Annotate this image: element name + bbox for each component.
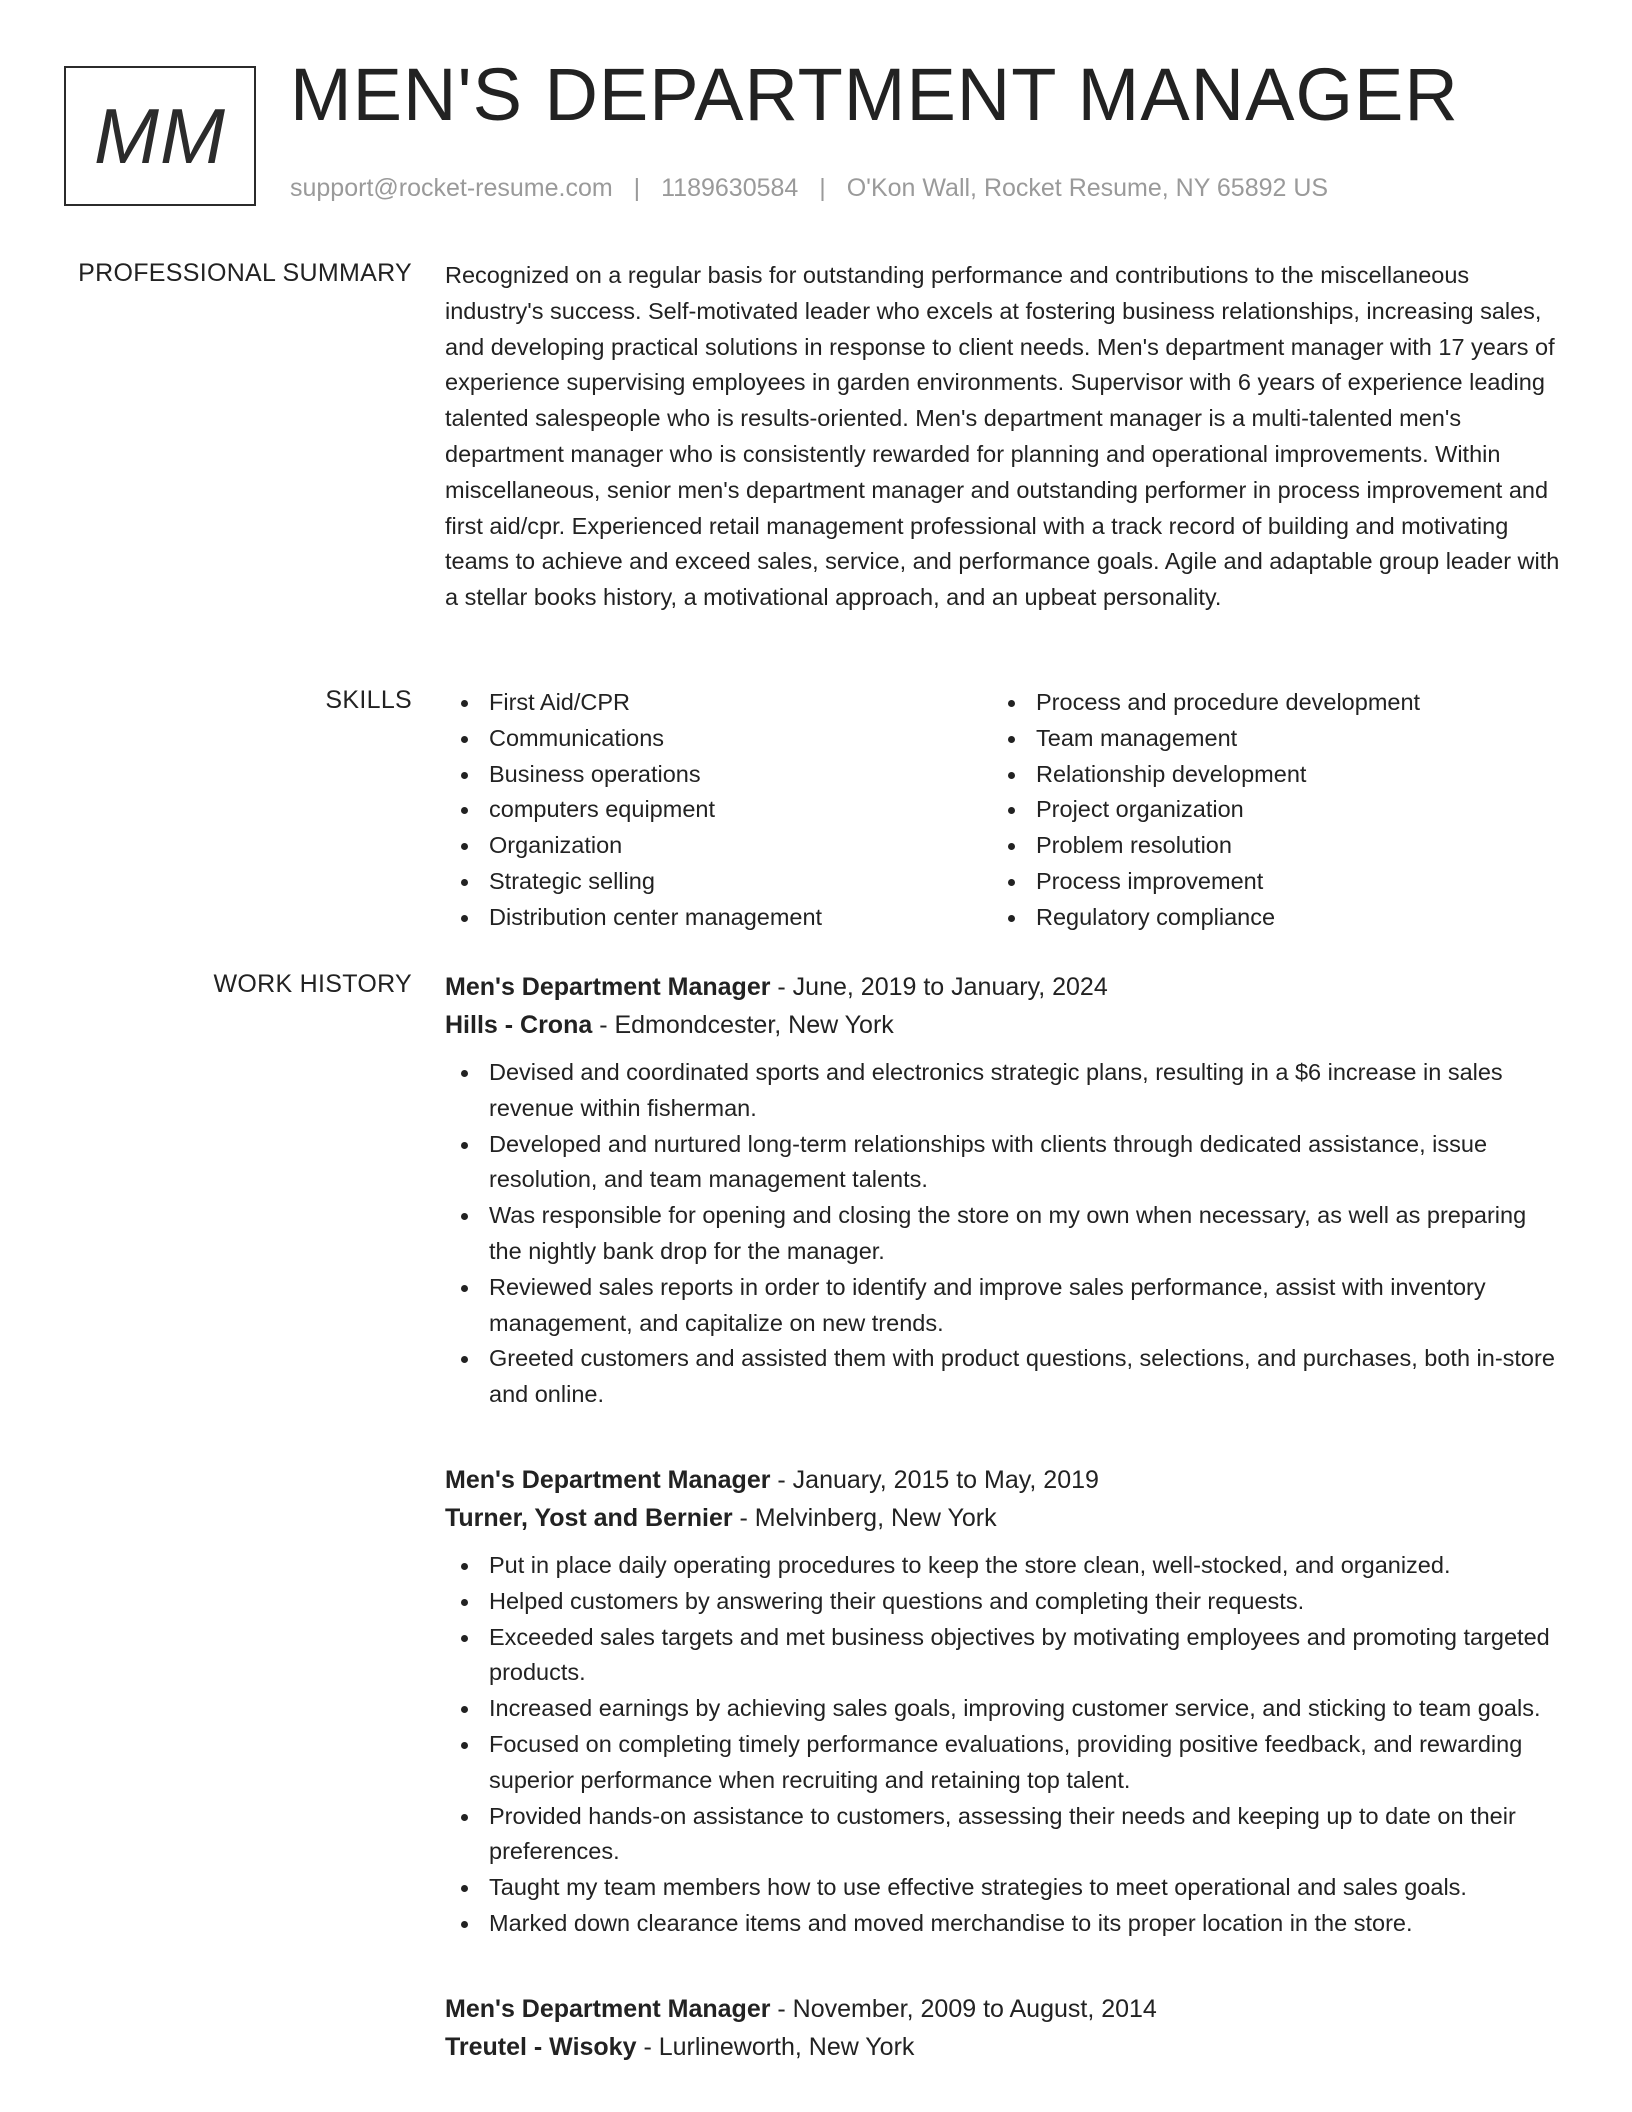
resume-title: MEN'S DEPARTMENT MANAGER [290,53,1459,136]
skill-item: Process improvement [992,864,1539,900]
job-bullet: Exceeded sales targets and met business objectives by motivating employees and promoting targeted products. [445,1620,1560,1692]
job-location: - Lurlineworth, New York [636,2032,915,2061]
job-title: Men's Department Manager [445,1465,771,1494]
job-title-line [445,1461,1560,1499]
job-bullet: Marked down clearance items and moved merchandise to its proper location in the store. [445,1906,1560,1942]
job-title: Men's Department Manager [445,973,771,1001]
job-bullet: Reviewed sales reports in order to identify and improve sales performance, assist with inventory management, and capitalize on new trends. [445,1270,1560,1342]
contact-address: O'Kon Wall, Rocket Resume, NY 65892 US [846,174,1329,202]
contact-separator: | [819,174,826,202]
job-location: - Edmondcester, New York [592,1011,894,1039]
work-history-heading: WORK HISTORY [213,970,412,998]
skill-item: Communications [445,721,992,757]
contact-email[interactable]: support@rocket-resume.com [290,174,613,202]
skill-item: computers equipment [445,792,992,828]
skill-item: Problem resolution [992,828,1539,864]
job-bullet: Devised and coordinated sports and electronics strategic plans, resulting in a $6 increase in sales revenue within fisherman. [445,1055,1560,1127]
job-company: Turner, Yost and Bernier [445,1503,733,1532]
work-history-section [445,968,1560,2077]
job-bullet: Greeted customers and assisted them with product questions, selections, and purchases, both in-store and online. [445,1341,1560,1413]
skill-item: First Aid/CPR [445,685,992,721]
job-bullet: Focused on completing timely performance evaluations, providing positive feedback, and rewarding superior performance when recruiting and retaining top talent. [445,1727,1560,1799]
contact-phone[interactable]: 1189630584 [661,174,799,202]
job-bullet: Put in place daily operating procedures to keep the store clean, well-stocked, and organized. [445,1548,1560,1584]
skill-item: Relationship development [992,757,1539,793]
contact-line [290,174,1328,203]
skills-list-right [992,685,1539,936]
job-bullet-list [445,1548,1560,1942]
skills-grid [445,685,1560,936]
job-entry [445,1990,1560,2066]
job-company-line [445,1499,1560,1537]
job-bullet: Developed and nurtured long-term relationships with clients through dedicated assistance, issue resolution, and team management talents. [445,1127,1560,1199]
job-dates: - November, 2009 to August, 2014 [770,1994,1157,2023]
job-title-line [445,1990,1560,2028]
job-bullet: Helped customers by answering their questions and completing their requests. [445,1584,1560,1620]
skill-item: Business operations [445,757,992,793]
skill-item: Process and procedure development [992,685,1539,721]
contact-separator: | [633,174,641,202]
job-entry [445,1461,1560,1942]
job-bullet-list [445,1055,1560,1413]
skill-item: Organization [445,828,992,864]
job-company: Hills - Crona [445,1011,593,1039]
summary-text: Recognized on a regular basis for outstanding performance and contributions to the miscellaneous industry's success. Self-motivated leader who excels at fostering business relationships, increasing sales, and developing practical solutions in response to client needs. Men's department manager with 17 years of experience supervising employees in garden environments. Supervisor with 6 years of experience leading talented salespeople who is results-oriented. Men's department manager is a multi-talented men's department manager who is consistently rewarded for planning and operational improvements. Within miscellaneous, senior men's department manager and outstanding performer in process improvement and first aid/cpr. Experienced retail management professional with a track record of building and motivating teams to achieve and exceed sales, service, and performance goals. Agile and adaptable group leader with a stellar books history, a motivational approach, and an upbeat personality. [445,262,1560,611]
job-title: Men's Department Manager [445,1994,771,2023]
job-dates: - June, 2019 to January, 2024 [770,973,1108,1001]
monogram-initials: MM [94,91,226,180]
summary-heading: PROFESSIONAL SUMMARY [78,259,412,287]
monogram-box [64,66,256,206]
skills-list-left [445,685,992,936]
job-bullet: Was responsible for opening and closing the store on my own when necessary, as well as preparing the nightly bank drop for the manager. [445,1198,1560,1270]
skill-item: Project organization [992,792,1539,828]
skills-heading: SKILLS [325,686,412,714]
job-company: Treutel - Wisoky [445,2032,637,2061]
job-title-line [445,968,1560,1006]
job-bullet: Taught my team members how to use effective strategies to meet operational and sales goals. [445,1870,1560,1906]
skill-item: Distribution center management [445,900,992,936]
job-entry [445,968,1560,1413]
job-company-line [445,2028,1560,2066]
summary-section [445,258,1560,616]
job-dates: - January, 2015 to May, 2019 [770,1465,1099,1494]
job-bullet: Provided hands-on assistance to customers, assessing their needs and keeping up to date on their preferences. [445,1799,1560,1871]
skills-section [445,685,1560,936]
job-bullet: Increased earnings by achieving sales goals, improving customer service, and sticking to team goals. [445,1691,1560,1727]
skill-item: Regulatory compliance [992,900,1539,936]
skill-item: Team management [992,721,1539,757]
skill-item: Strategic selling [445,864,992,900]
job-location: - Melvinberg, New York [732,1503,997,1532]
job-company-line [445,1006,1560,1044]
